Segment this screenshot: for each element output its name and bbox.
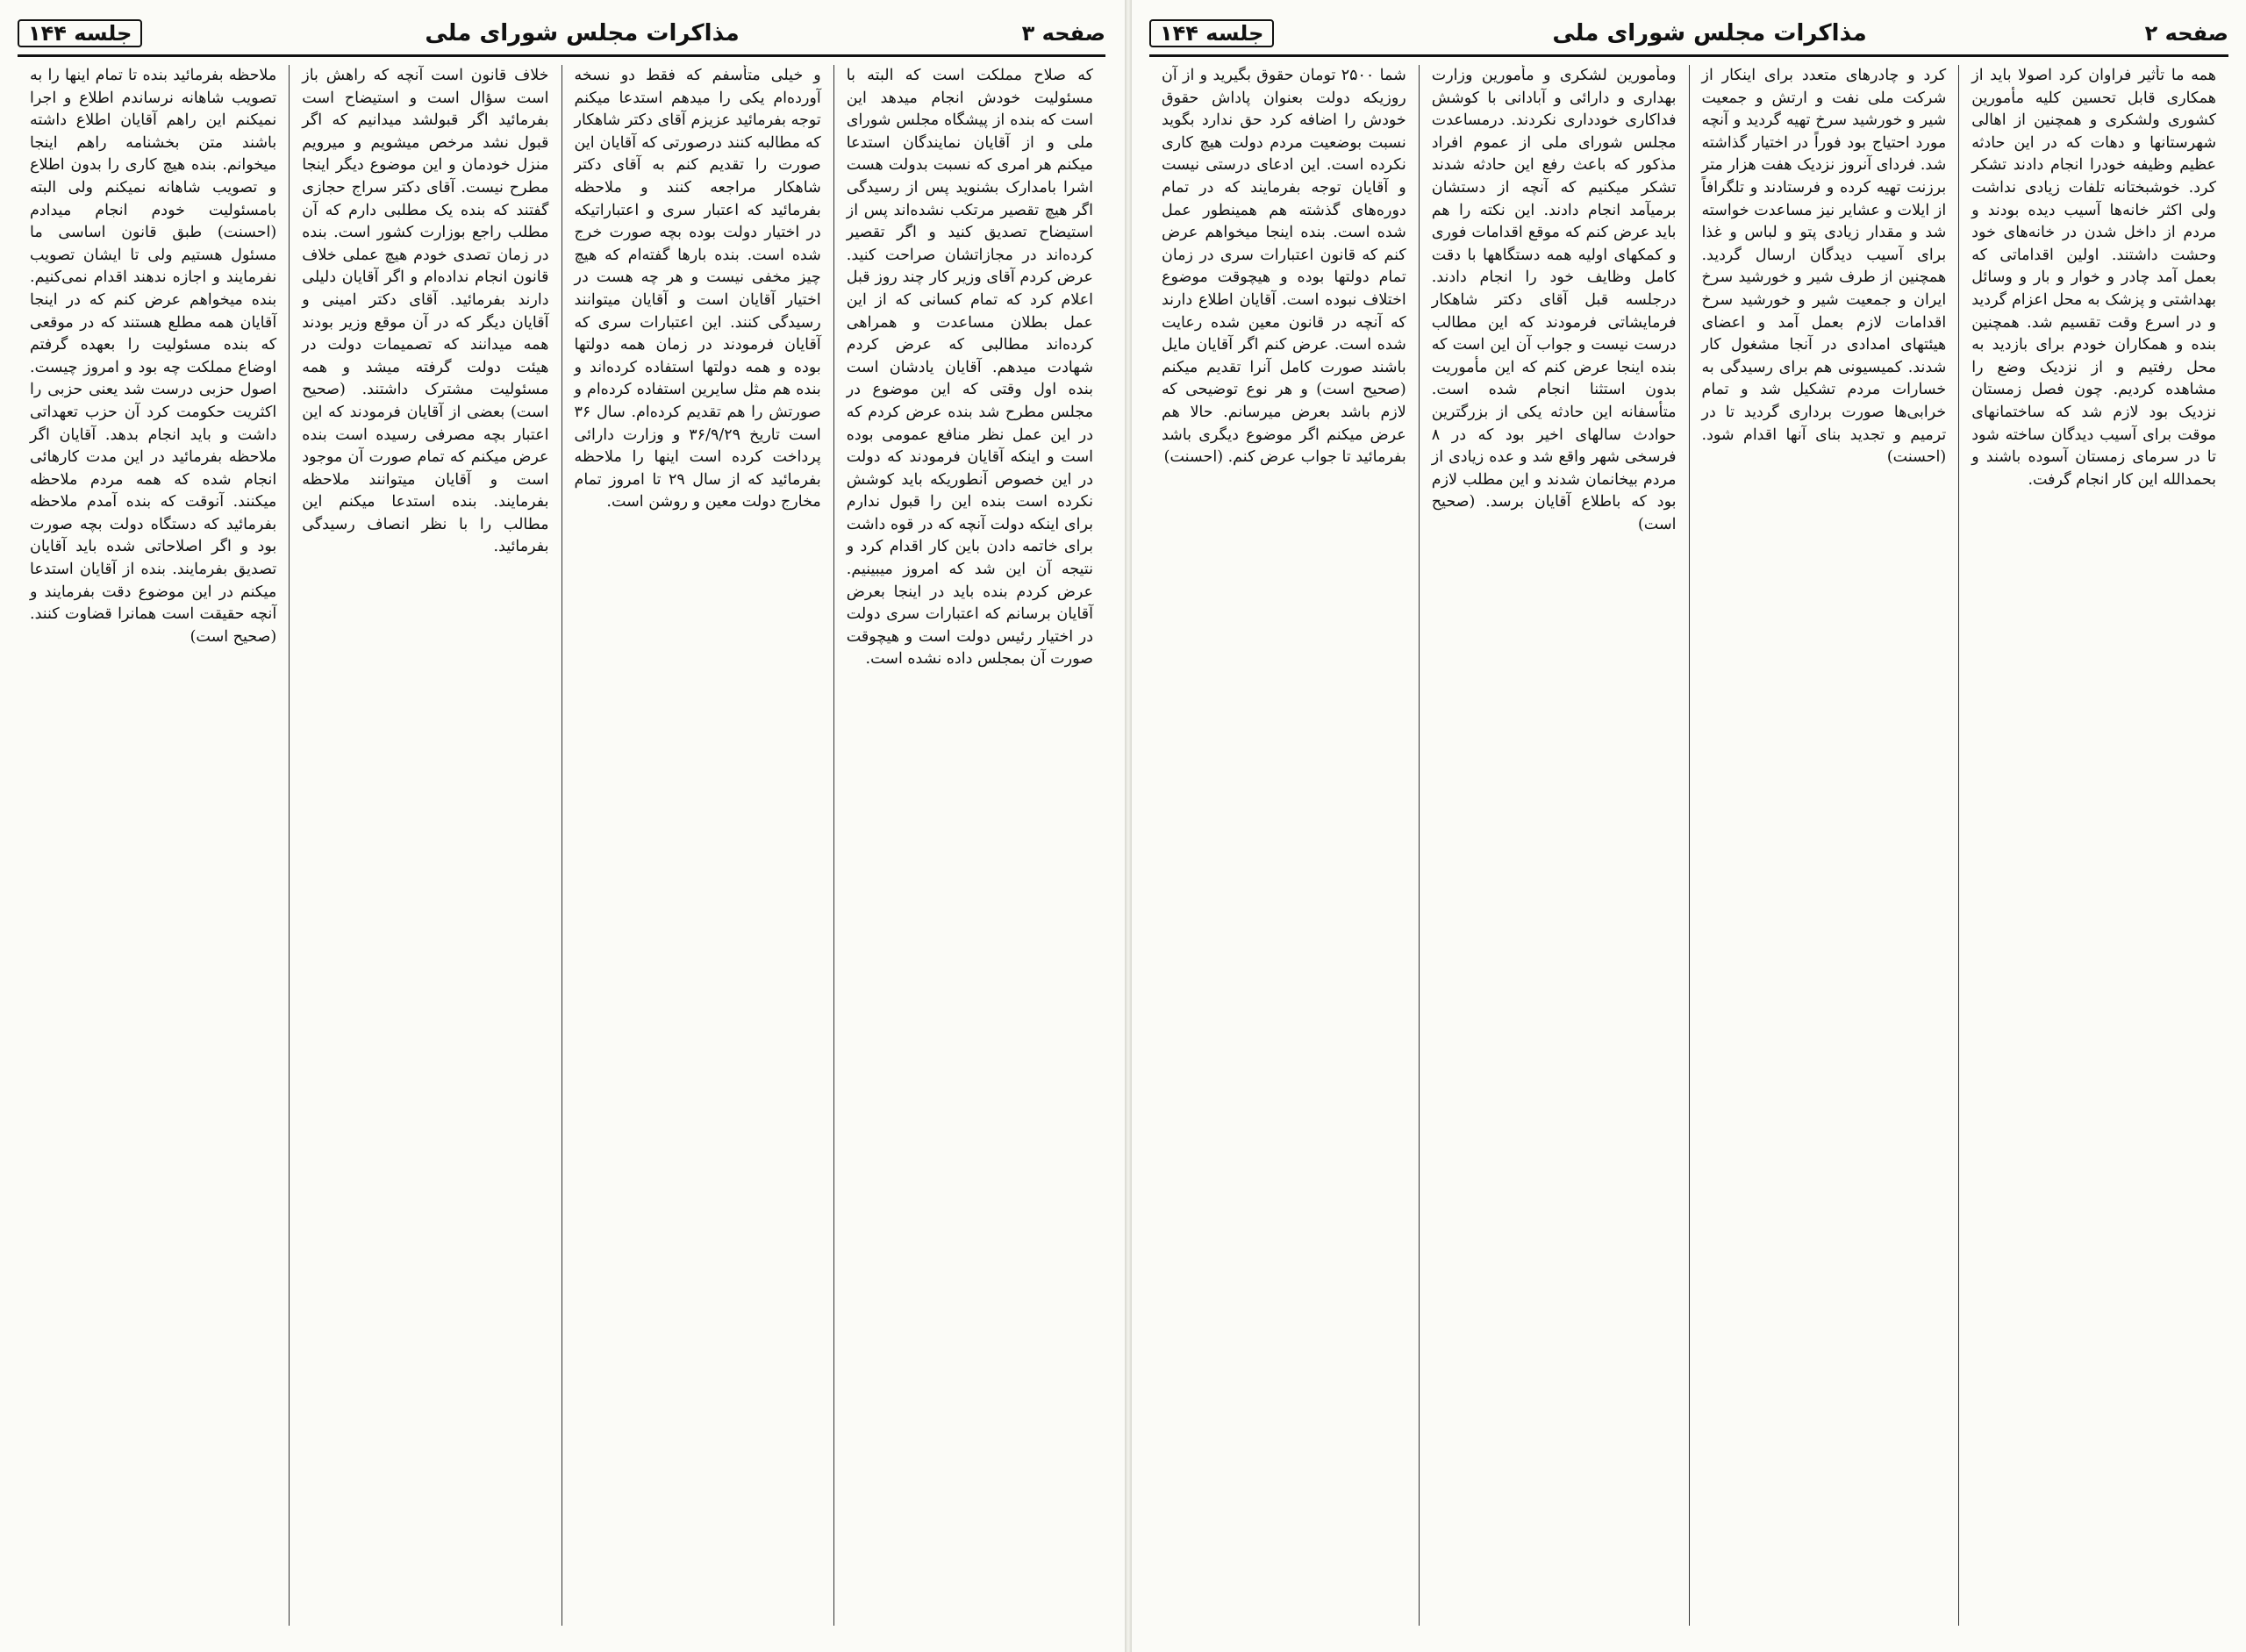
page-gutter xyxy=(1125,0,1132,1652)
left-columns xyxy=(18,65,1105,1626)
session-label: جلسه ۱۴۴ xyxy=(1149,19,1274,47)
column-text: که صلاح مملکت است که البته با مسئولیت خودش انجام میدهد این است که بنده از پیشگاه مجلس شورای ملی و از آقایان نمایندگان استدعا میکنم هر امری که نسبت بدولت هست اشرا بامدارک بشنوید پس از رسیدگی اگر هیچ تقصیر مرتکب نشده‌اند پس از استیضاح تصدیق کنید و اگر تقصیر کرده‌اند در مجازاتشان صراحت کنید. عرض کردم آقای وزیر کار چند روز قبل اعلام کرد که تمام کسانی که از این عمل بطلان مساعدت و همراهی کرده‌اند مطالبی که عرض کردم شهادت میدهم. آقایان یادشان است بنده اول وقتی که این موضوع در مجلس مطرح شد بنده عرض کردم که در این عمل نظر منافع عمومی بوده است و اینکه آقایان فرمودند که دولت در این خصوص آنطوریکه باید کوشش نکرده است بنده این را قبول ندارم برای اینکه دولت آنچه که در قوه داشت برای خاتمه دادن باین کار اقدام کرد و نتیجه آن این شد که امروز میبینیم. عرض کردم بنده باید در اینجا بعرض آقایان برسانم که اعتبارات سری دولت در اختیار رئیس دولت است و هیچوقت صورت آن بمجلس داده نشده است. xyxy=(846,67,1093,669)
text-column xyxy=(289,65,561,1626)
column-text: و خیلی متأسفم که فقط دو نسخه آورده‌ام یکی را میدهم استدعا میکنم توجه بفرمائید عزیزم آقای دکتر شاهکار که مطالبه کنند درصورتی که آقایان این صورت را تقدیم کنم به آقای دکتر شاهکار مراجعه کنند و ملاحظه بفرمائید که اعتبار سری و اعتباراتیکه در اختیار دولت بوده بچه صورت خرج شده است. بنده بارها گفته‌ام که هیچ چیز مخفی نیست و هر چه هست در اختیار آقایان است و آقایان میتوانند رسیدگی کنند. این اعتبارات سری که آقایان فرمودند در زمان همه دولتها بوده و همه دولتها استفاده کرده‌اند و بنده هم مثل سایرین استفاده کرده‌ام و صورتش را هم تقدیم کرده‌ام. سال ۳۶ است تاریخ ۳۶/۹/۲۹ و وزارت دارائی پرداخت کرده است اینها را ملاحظه بفرمائید که از سال ۲۹ تا امروز تمام مخارج دولت معین و روشن است. xyxy=(574,67,821,511)
column-text: همه ما تأثیر فراوان کرد اصولا باید از همکاری قابل تحسین کلیه مأمورین کشوری ولشکری و همچنین از اهالی شهرستانها و دهات که در این حادثه عظیم وظیفه خودرا انجام دادند تشکر کرد. خوشبختانه تلفات زیادی نداشت ولی اکثر خانه‌ها آسیب دیده بودند و مردم از داخل شدن در خانه‌های خود وحشت داشتند. اولین اقداماتی که بعمل آمد چادر و خوار و بار و وسائل بهداشتی و پزشک به محل اعزام گردید و در اسرع وقت تقسیم شد. همچنین بنده و همکاران خودم برای بازدید به محل رفتیم و از نزدیک وضع را مشاهده کردیم. چون فصل زمستان نزدیک بود لازم شد که ساختمانهای موقت برای آسیب دیدگان ساخته شود تا در سرمای زمستان آسوده باشند و بحمدالله این کار انجام گرفت. xyxy=(1971,67,2216,489)
session-label: جلسه ۱۴۴ xyxy=(18,19,142,47)
text-column xyxy=(1149,65,1419,1626)
text-column xyxy=(1958,65,2228,1626)
right-columns xyxy=(1149,65,2228,1626)
column-text: ملاحظه بفرمائید بنده تا تمام اینها را به تصویب شاهانه نرساندم اطلاع و اجرا نمیکنم این راهم آقایان اطلاع داشته باشند متن بخشنامه راهم اینجا میخوانم. بنده هیچ کاری را بدون اطلاع و تصویب شاهانه نمیکنم ولی البته بامسئولیت خودم انجام میدادم (احسنت) طبق قانون اساسی ما مسئول هستیم ولی تا ایشان تصویب نفرمایند و اجازه ندهند اقدام نمی‌کنیم. بنده میخواهم عرض کنم که در اینجا آقایان همه مطلع هستند که در موقعی که بنده مسئولیت را بعهده گرفتم اوضاع مملکت چه بود و امروز چیست. اصول حزبی درست شد یعنی حزبی را اکثریت حکومت کرد آن حزب تعهداتی داشت و باید انجام بدهد. آقایان اگر ملاحظه بفرمائید در این مدت کارهائی انجام شده که همه مردم ملاحظه میکنند. آنوقت که بنده آمدم ملاحظه بفرمائید که دستگاه دولت بچه صورت بود و اگر اصلاحاتی شده باید آقایان تصدیق بفرمایند. بنده از آقایان استدعا میکنم در این موضوع دقت بفرمایند و آنچه حقیقت است همانرا قضاوت کنند. (صحیح است) xyxy=(30,67,277,646)
column-text: شما ۲۵۰۰ تومان حقوق بگیرید و از آن روزیکه دولت بعنوان پاداش حقوق خودش را اضافه کرد حق ندارد بگوید نسبت بوضعیت مردم دولت هیچ کاری نکرده است. این ادعای درستی نیست و آقایان توجه بفرمایند که در تمام دوره‌های گذشته هم همینطور عمل شده است. بنده اینجا میخواهم عرض کنم که قانون اعتبارات سری در زمان تمام دولتها بوده و هیچوقت موضوع اختلاف نبوده است. آقایان اطلاع دارند که آنچه در قانون معین شده رعایت شده است. عرض کنم اگر آقایان مایل باشند صورت کامل آنرا تقدیم میکنم (صحیح است) و هر نوع توضیحی که لازم باشد بعرض میرسانم. حالا هم عرض میکنم اگر موضوع دیگری باشد بفرمائید تا جواب عرض کنم. (احسنت) xyxy=(1162,67,1406,467)
column-text: خلاف قانون است آنچه که راهش باز است سؤال است و استیضاح است بفرمائید اگر قبولشد میدانیم که اگر قبول نشد مرخص میشویم و میرویم منزل خودمان و این موضوع دیگر اینجا مطرح نیست. آقای دکتر سراج حجازی گفتند که بنده یک مطلبی دارم که آن مطلب راجع بوزارت کشور است. بنده در زمان تصدی خودم هیچ عملی خلاف قانون انجام نداده‌ام و اگر آقایان دلیلی دارند بفرمائید. آقای دکتر امینی و آقایان دیگر که در آن موقع وزیر بودند همه میدانند که تصمیمات دولت در هیئت دولت گرفته میشد و همه مسئولیت مشترک داشتند. (صحیح است) بعضی از آقایان فرمودند که این اعتبار بچه مصرفی رسیده است بنده عرض میکنم که تمام صورت آن موجود است و آقایان میتوانند ملاحظه بفرمایند. بنده استدعا میکنم این مطالب را با نظر انصاف رسیدگی بفرمائید. xyxy=(302,67,549,556)
text-column xyxy=(1419,65,1689,1626)
text-column xyxy=(18,65,289,1626)
right-page xyxy=(1132,0,2246,1652)
page-number: صفحه ۳ xyxy=(1021,21,1105,46)
left-masthead xyxy=(18,12,1105,57)
right-masthead xyxy=(1149,12,2228,57)
text-column xyxy=(562,65,833,1626)
text-column xyxy=(833,65,1105,1626)
page-title: مذاکرات مجلس شورای ملی xyxy=(425,20,740,46)
page-title: مذاکرات مجلس شورای ملی xyxy=(1552,20,1867,46)
column-text: ومأمورین لشکری و مأمورین وزارت بهداری و دارائی و آبادانی با کوشش فداکاری خودداری نکردند. درمساعدت مجلس شورای ملی از عموم افراد مذکور که باعث رفع این حادثه شدند تشکر میکنیم که آنچه از دستشان برمیآمد انجام دادند. این نکته را هم باید عرض کنم که موقع اقدامات فوری و کمکهای اولیه همه دستگاهها با دقت کامل وظایف خود را انجام دادند. درجلسه قبل آقای دکتر شاهکار فرمایشاتی فرمودند که این مطالب درست نیست و جواب آن این است که بنده اینجا عرض کنم که این مأموریت بدون استثنا انجام شده است. متأسفانه این حادثه یکی از بزرگترین حوادث سالهای اخیر بود که در ۸ فرسخی شهر واقع شد و عده زیادی از مردم بیخانمان شدند و این مطلب لازم بود که باطلاع آقایان برسد. (صحیح است) xyxy=(1431,67,1677,533)
column-text: کرد و چادرهای متعدد برای اینکار از شرکت ملی نفت و ارتش و جمعیت شیر و خورشید سرخ تهیه گردید و آنچه مورد احتیاج بود فوراً در اختیار گذاشته شد. فردای آنروز نزدیک هفت هزار متر برزنت تهیه کرده و فرستادند و تلگرافاً از ایلات و عشایر نیز مساعدت خواسته شد و مقدار زیادی پتو و لباس و غذا برای آسیب دیدگان ارسال گردید. همچنین از طرف شیر و خورشید سرخ ایران و جمعیت شیر و خورشید سرخ اقدامات لازم بعمل آمد و اعضای هیئتهای امدادی در آنجا مشغول کار شدند. کمیسیونی هم برای رسیدگی به خسارات مردم تشکیل شد و تمام خرابی‌ها صورت برداری گردید تا در ترمیم و تجدید بنای آنها اقدام شود. (احسنت) xyxy=(1701,67,1947,467)
page-number: صفحه ۲ xyxy=(2144,21,2228,46)
text-column xyxy=(1689,65,1959,1626)
